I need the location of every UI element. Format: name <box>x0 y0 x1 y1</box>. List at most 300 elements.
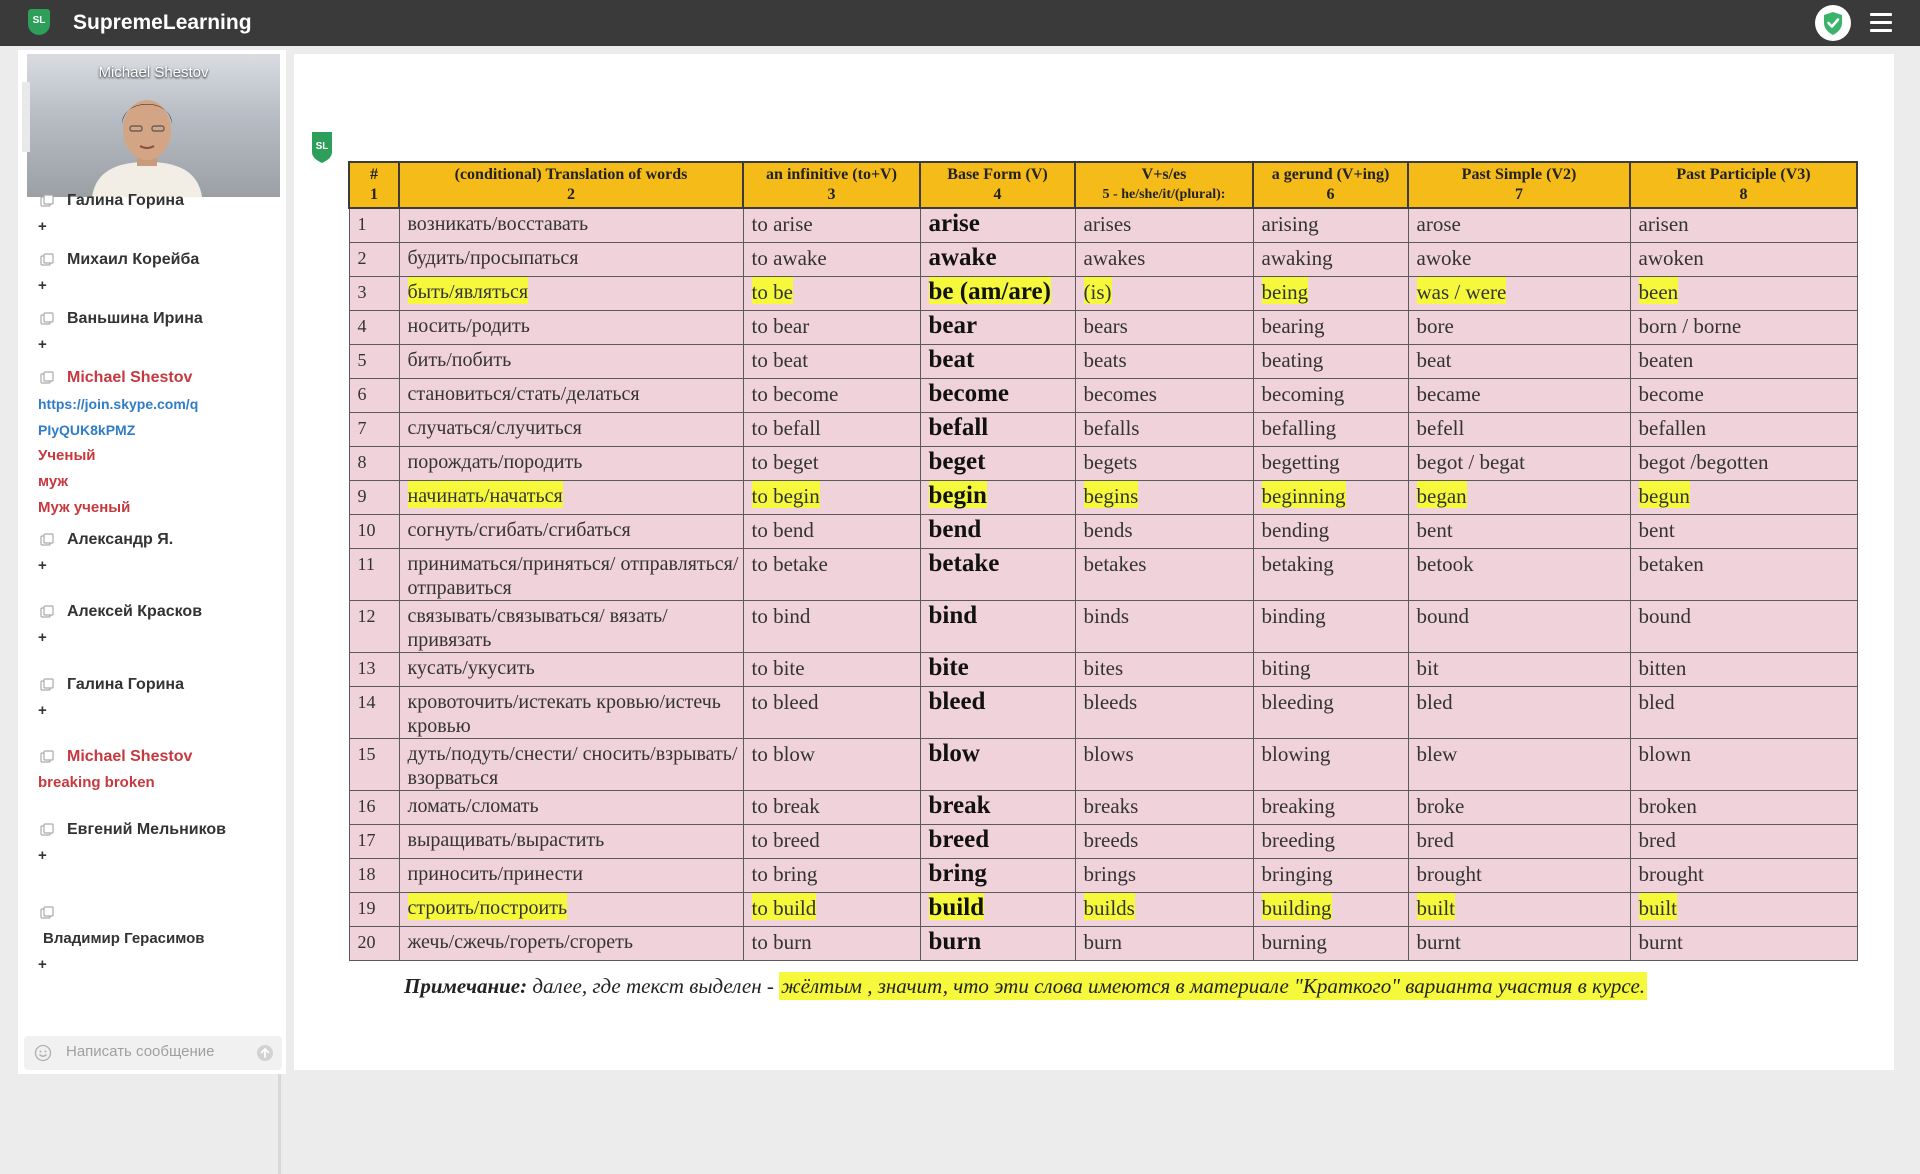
cell-text: arose <box>1416 212 1461 236</box>
cell-text: bit <box>1416 655 1439 680</box>
cell-text: кусать/укусить <box>407 656 535 679</box>
cell-text: bent <box>1638 517 1675 542</box>
table-row <box>349 310 1857 344</box>
cell-text: 11 <box>357 553 375 574</box>
table-row <box>349 892 1857 926</box>
cell-text: 17 <box>357 829 376 850</box>
header-title: # <box>370 166 378 183</box>
table-cell-ing <box>1253 824 1408 858</box>
cell-text: become <box>1638 381 1704 406</box>
table-cell-ing <box>1253 548 1408 600</box>
table-cell-ing <box>1253 276 1408 310</box>
cell-text: awake <box>928 243 997 271</box>
chat-message-author: Michael Shestov <box>67 748 193 765</box>
cell-text: becoming <box>1261 381 1345 406</box>
cell-text: 18 <box>357 863 376 884</box>
chat-message-text: Ученый <box>38 447 96 464</box>
cell-text: betaking <box>1261 551 1334 576</box>
cell-text: bled <box>1638 689 1675 714</box>
cell-text: to burn <box>751 929 812 954</box>
table-cell-s <box>1075 446 1253 480</box>
table-cell-n <box>349 378 399 412</box>
cell-text: to befall <box>751 415 821 440</box>
table-cell-v2 <box>1408 600 1630 652</box>
footnote-text: далее, где текст выделен - <box>527 974 780 998</box>
table-cell-v2 <box>1408 790 1630 824</box>
chat-message-author: Галина Горина <box>67 676 184 693</box>
cell-text: 14 <box>357 691 376 712</box>
table-cell-v3 <box>1630 686 1857 738</box>
cell-text: blew <box>1416 741 1458 766</box>
chat-message-author: Михаил Корейба <box>67 251 200 268</box>
cell-text: binds <box>1083 603 1130 628</box>
table-cell-n <box>349 208 399 242</box>
cell-text: носить/родить <box>407 314 530 337</box>
header-number: 1 <box>370 186 378 203</box>
app-title: SupremeLearning <box>73 11 252 34</box>
table-cell-base <box>920 412 1075 446</box>
cell-text: bound <box>1416 603 1469 628</box>
cell-text: was / were <box>1417 277 1507 304</box>
cell-text: broken <box>1638 793 1697 818</box>
table-cell-n <box>349 600 399 652</box>
cell-text: bites <box>1083 655 1124 680</box>
table-cell-ru <box>399 310 743 344</box>
shield-check-icon <box>1815 5 1851 41</box>
cell-text: приниматься/приняться/ отправляться/отправиться <box>407 552 739 599</box>
table-cell-ing <box>1253 480 1408 514</box>
table-cell-base <box>920 600 1075 652</box>
table-cell-ru <box>399 242 743 276</box>
table-cell-s <box>1075 208 1253 242</box>
table-row <box>349 276 1857 310</box>
cell-text: burning <box>1261 929 1327 954</box>
table-cell-n <box>349 276 399 310</box>
cell-text: (is) <box>1084 277 1112 304</box>
cell-text: breed <box>928 825 990 853</box>
cell-text: 5 <box>357 349 367 370</box>
cell-text: to bind <box>751 603 811 628</box>
cell-text: blowing <box>1261 741 1331 766</box>
cell-text: bind <box>928 601 978 629</box>
chat-message-author: Евгений Мельников <box>67 821 226 838</box>
cell-text: выращивать/вырастить <box>407 828 605 851</box>
table-cell-v3 <box>1630 548 1857 600</box>
cell-text: breaking <box>1261 793 1335 818</box>
cell-text: to beget <box>751 449 819 474</box>
cell-text: bleeds <box>1083 689 1138 714</box>
table-cell-ru <box>399 892 743 926</box>
cell-text: 10 <box>357 519 376 540</box>
cell-text: bred <box>1638 827 1676 852</box>
message-input[interactable]: Написать сообщение <box>66 1043 215 1060</box>
table-header-cell <box>349 162 399 208</box>
cell-text: arising <box>1261 212 1319 236</box>
table-row <box>349 514 1857 548</box>
table-cell-n <box>349 310 399 344</box>
security-shield-button[interactable] <box>1815 5 1851 41</box>
table-cell-v3 <box>1630 242 1857 276</box>
cell-text: breeds <box>1083 827 1139 852</box>
cell-text: 12 <box>357 605 376 626</box>
cell-text: bore <box>1416 313 1454 338</box>
cell-text: bearing <box>1261 313 1325 338</box>
chat-message-text: + <box>38 557 47 574</box>
table-cell-s <box>1075 276 1253 310</box>
chat-message <box>18 251 278 299</box>
cell-text: arise <box>928 210 980 237</box>
cell-text: begins <box>1084 481 1139 508</box>
cell-text: порождать/породить <box>407 450 583 473</box>
header-title: V+s/es <box>1141 166 1187 183</box>
table-cell-s <box>1075 310 1253 344</box>
table-cell-inf <box>743 652 920 686</box>
table-cell-ing <box>1253 208 1408 242</box>
table-cell-ing <box>1253 514 1408 548</box>
cell-text: 1 <box>357 214 367 234</box>
table-cell-ru <box>399 412 743 446</box>
cell-text: to bite <box>751 655 805 680</box>
table-cell-ru <box>399 738 743 790</box>
cell-text: beating <box>1261 347 1324 372</box>
chat-user-icon <box>40 823 54 837</box>
table-cell-ing <box>1253 600 1408 652</box>
table-cell-v2 <box>1408 548 1630 600</box>
table-header-cell <box>920 162 1075 208</box>
cell-text: began <box>1417 481 1467 508</box>
skype-link-continued[interactable]: PIyQUK8kPMZ <box>38 422 136 438</box>
cell-text: became <box>1416 381 1481 406</box>
table-cell-n <box>349 446 399 480</box>
cell-text: beaten <box>1638 347 1694 372</box>
chat-message <box>18 369 278 521</box>
cell-text: becomes <box>1083 381 1157 406</box>
cell-text: 4 <box>357 315 367 336</box>
chat-message <box>18 676 278 724</box>
chat-user-icon <box>40 533 54 547</box>
table-cell-inf <box>743 892 920 926</box>
cell-text: 16 <box>357 795 376 816</box>
table-cell-s <box>1075 514 1253 548</box>
document-logo-text: SL <box>315 141 329 152</box>
cell-text: awaking <box>1261 245 1333 270</box>
app-logo: SL <box>28 9 50 35</box>
table-cell-base <box>920 344 1075 378</box>
table-header-cell <box>1253 162 1408 208</box>
cell-text: biting <box>1261 655 1311 680</box>
table-cell-v3 <box>1630 824 1857 858</box>
cell-text: to bring <box>751 861 818 886</box>
irregular-verbs-table <box>348 161 1858 961</box>
cell-text: awoke <box>1416 245 1472 270</box>
chat-user-icon <box>40 312 54 326</box>
table-cell-v3 <box>1630 344 1857 378</box>
header-number: 2 <box>567 186 575 203</box>
cell-text: быть/являться <box>408 277 529 304</box>
chat-user-icon <box>40 253 54 267</box>
cell-text: befall <box>928 413 989 441</box>
table-cell-n <box>349 242 399 276</box>
cell-text: brings <box>1083 861 1136 886</box>
cell-text: befalls <box>1083 415 1140 440</box>
table-row <box>349 208 1857 242</box>
cell-text: befallen <box>1638 415 1707 440</box>
cell-text: дуть/подуть/снести/ сносить/взрывать/взорваться <box>407 742 738 789</box>
cell-text: будить/просыпаться <box>407 246 579 269</box>
chat-message-text: + <box>38 336 47 353</box>
table-cell-n <box>349 412 399 446</box>
table-cell-n <box>349 790 399 824</box>
table-header-cell <box>1408 162 1630 208</box>
table-cell-ing <box>1253 344 1408 378</box>
cell-text: befell <box>1416 415 1465 440</box>
table-cell-inf <box>743 824 920 858</box>
table-cell-base <box>920 892 1075 926</box>
table-row <box>349 790 1857 824</box>
cell-text: начинать/начаться <box>408 481 563 508</box>
table-cell-ing <box>1253 926 1408 960</box>
cell-text: bite <box>928 653 969 681</box>
table-row <box>349 824 1857 858</box>
header-title: Past Simple (V2) <box>1461 166 1577 183</box>
cell-text: betake <box>928 549 1000 577</box>
table-cell-v2 <box>1408 480 1630 514</box>
cell-text: arises <box>1083 212 1132 236</box>
cell-text: бить/побить <box>407 348 512 371</box>
cell-text: 9 <box>357 485 367 506</box>
cell-text: 6 <box>357 383 367 404</box>
table-cell-inf <box>743 926 920 960</box>
cell-text: brought <box>1416 861 1482 886</box>
table-cell-ru <box>399 276 743 310</box>
header-title: an infinitive (to+V) <box>766 166 897 183</box>
table-cell-ing <box>1253 790 1408 824</box>
cell-text: built <box>1417 893 1456 920</box>
cell-text: to awake <box>751 245 827 270</box>
cell-text: being <box>1262 277 1309 304</box>
table-cell-s <box>1075 600 1253 652</box>
table-cell-v2 <box>1408 412 1630 446</box>
cell-text: to blow <box>751 741 816 766</box>
cell-text: building <box>1262 893 1332 920</box>
cell-text: жечь/сжечь/гореть/сгореть <box>407 930 634 953</box>
chat-user-icon <box>40 605 54 619</box>
table-cell-base <box>920 446 1075 480</box>
table-cell-base <box>920 926 1075 960</box>
video-feed[interactable] <box>27 54 280 197</box>
table-cell-inf <box>743 514 920 548</box>
table-header-cell <box>1630 162 1857 208</box>
header-title: Base Form (V) <box>947 166 1048 183</box>
table-cell-s <box>1075 344 1253 378</box>
send-icon[interactable] <box>256 1044 274 1062</box>
table-cell-ru <box>399 824 743 858</box>
chat-message-text: breaking broken <box>38 774 155 791</box>
cell-text: betook <box>1416 551 1474 576</box>
cell-text: bringing <box>1261 861 1333 886</box>
chat-user-icon <box>40 906 54 920</box>
cell-text: 7 <box>357 417 367 438</box>
table-row <box>349 344 1857 378</box>
cell-text: begets <box>1083 449 1138 474</box>
cell-text: begetting <box>1261 449 1340 474</box>
table-cell-ru <box>399 446 743 480</box>
table-cell-s <box>1075 652 1253 686</box>
table-cell-v2 <box>1408 824 1630 858</box>
cell-text: blows <box>1083 741 1134 766</box>
table-header-cell <box>399 162 743 208</box>
cell-text: builds <box>1084 893 1135 920</box>
table-cell-base <box>920 378 1075 412</box>
cell-text: приносить/принести <box>407 862 583 885</box>
cell-text: связывать/связываться/ вязать/привязать <box>407 604 668 651</box>
table-cell-v2 <box>1408 892 1630 926</box>
cell-text: betaken <box>1638 551 1704 576</box>
footnote-label: Примечание: <box>404 974 528 998</box>
cell-text: 8 <box>357 451 367 472</box>
header-number: 6 <box>1326 186 1335 203</box>
chat-message-text: + <box>38 702 47 719</box>
footnote-highlighted-text: жёлтым , значит, что эти слова имеются в материале "Краткого" варианта участия в курсе. <box>781 974 1646 998</box>
table-cell-s <box>1075 242 1253 276</box>
table-cell-inf <box>743 548 920 600</box>
table-cell-v2 <box>1408 446 1630 480</box>
table-cell-inf <box>743 208 920 242</box>
table-cell-v2 <box>1408 686 1630 738</box>
message-compose-box[interactable] <box>24 1036 282 1070</box>
table-cell-s <box>1075 790 1253 824</box>
cell-text: bear <box>928 311 978 339</box>
table-cell-ing <box>1253 310 1408 344</box>
chat-message <box>18 531 278 579</box>
table-cell-n <box>349 686 399 738</box>
chat-message-author: Александр Я. <box>67 531 174 548</box>
table-cell-n <box>349 344 399 378</box>
table-cell-v2 <box>1408 276 1630 310</box>
table-cell-v2 <box>1408 242 1630 276</box>
cell-text: ломать/сломать <box>407 794 539 817</box>
table-cell-ing <box>1253 242 1408 276</box>
table-cell-s <box>1075 686 1253 738</box>
chat-message-text: + <box>38 277 47 294</box>
table-cell-ing <box>1253 378 1408 412</box>
table-cell-inf <box>743 600 920 652</box>
table-cell-v3 <box>1630 892 1857 926</box>
cell-text: beginning <box>1262 481 1346 508</box>
title-bar <box>0 0 1920 46</box>
table-cell-v3 <box>1630 208 1857 242</box>
chat-message <box>18 192 278 240</box>
chat-scrollbar[interactable] <box>278 1074 281 1174</box>
table-cell-inf <box>743 858 920 892</box>
cell-text: become <box>928 379 1010 407</box>
cell-text: 20 <box>357 931 376 952</box>
cell-text: begot /begotten <box>1638 449 1769 474</box>
cell-text: to beat <box>751 347 809 372</box>
table-cell-ru <box>399 548 743 600</box>
table-cell-base <box>920 514 1075 548</box>
table-cell-v3 <box>1630 926 1857 960</box>
table-cell-base <box>920 242 1075 276</box>
table-cell-s <box>1075 548 1253 600</box>
table-cell-ru <box>399 514 743 548</box>
document-logo <box>309 130 335 164</box>
cell-text: befalling <box>1261 415 1337 440</box>
cell-text: breeding <box>1261 827 1335 852</box>
chat-message-text: + <box>38 629 47 646</box>
cell-text: born / borne <box>1638 313 1742 338</box>
chat-panel[interactable] <box>18 192 286 1029</box>
emoji-icon[interactable] <box>34 1044 52 1062</box>
cell-text: 19 <box>357 897 376 918</box>
chat-user-icon <box>40 678 54 692</box>
chat-message-author: Владимир Герасимов <box>43 930 205 947</box>
table-cell-s <box>1075 480 1253 514</box>
cell-text: возникать/восставать <box>407 213 589 235</box>
cell-text: 2 <box>357 247 367 268</box>
table-cell-base <box>920 310 1075 344</box>
cell-text: begot / begat <box>1416 449 1525 474</box>
cell-text: bled <box>1416 689 1453 714</box>
video-participant-name: Michael Shestov <box>98 64 209 81</box>
table-row <box>349 686 1857 738</box>
chat-user-icon <box>40 750 54 764</box>
cell-text: bleeding <box>1261 689 1334 714</box>
cell-text: beats <box>1083 347 1127 372</box>
table-cell-v2 <box>1408 310 1630 344</box>
table-cell-n <box>349 548 399 600</box>
cell-text: be (am/are) <box>928 277 1051 305</box>
cell-text: bends <box>1083 517 1133 542</box>
table-cell-v3 <box>1630 514 1857 548</box>
shared-document <box>294 54 1894 1070</box>
table-cell-ing <box>1253 412 1408 446</box>
table-cell-base <box>920 652 1075 686</box>
chat-message-author: Michael Shestov <box>67 369 193 386</box>
chat-user-icon <box>40 371 54 385</box>
table-cell-ru <box>399 600 743 652</box>
header-number: 5 - he/she/it/(plural): <box>1102 187 1226 202</box>
table-cell-n <box>349 824 399 858</box>
hamburger-menu-icon[interactable] <box>1870 13 1892 33</box>
table-row <box>349 378 1857 412</box>
chat-message-text: + <box>38 956 47 973</box>
chat-message-text: + <box>38 218 47 235</box>
header-number: 3 <box>827 186 836 203</box>
table-cell-v3 <box>1630 310 1857 344</box>
table-cell-v2 <box>1408 208 1630 242</box>
cell-text: to breed <box>751 827 820 852</box>
cell-text: to bear <box>751 313 810 338</box>
header-title: Past Participle (V3) <box>1676 166 1811 183</box>
cell-text: 13 <box>357 657 376 678</box>
table-header-cell <box>1075 162 1253 208</box>
header-number: 8 <box>1739 186 1748 203</box>
skype-link[interactable]: https://join.skype.com/q <box>38 396 199 412</box>
cell-text: bound <box>1638 603 1691 628</box>
table-cell-v2 <box>1408 378 1630 412</box>
cell-text: broke <box>1416 793 1465 818</box>
sidebar <box>18 50 286 1074</box>
table-cell-v3 <box>1630 412 1857 446</box>
table-cell-base <box>920 480 1075 514</box>
cell-text: строить/построить <box>408 893 568 920</box>
table-cell-inf <box>743 276 920 310</box>
table-cell-v3 <box>1630 446 1857 480</box>
cell-text: binding <box>1261 603 1326 628</box>
cell-text: bears <box>1083 313 1128 338</box>
cell-text: 3 <box>357 281 367 302</box>
